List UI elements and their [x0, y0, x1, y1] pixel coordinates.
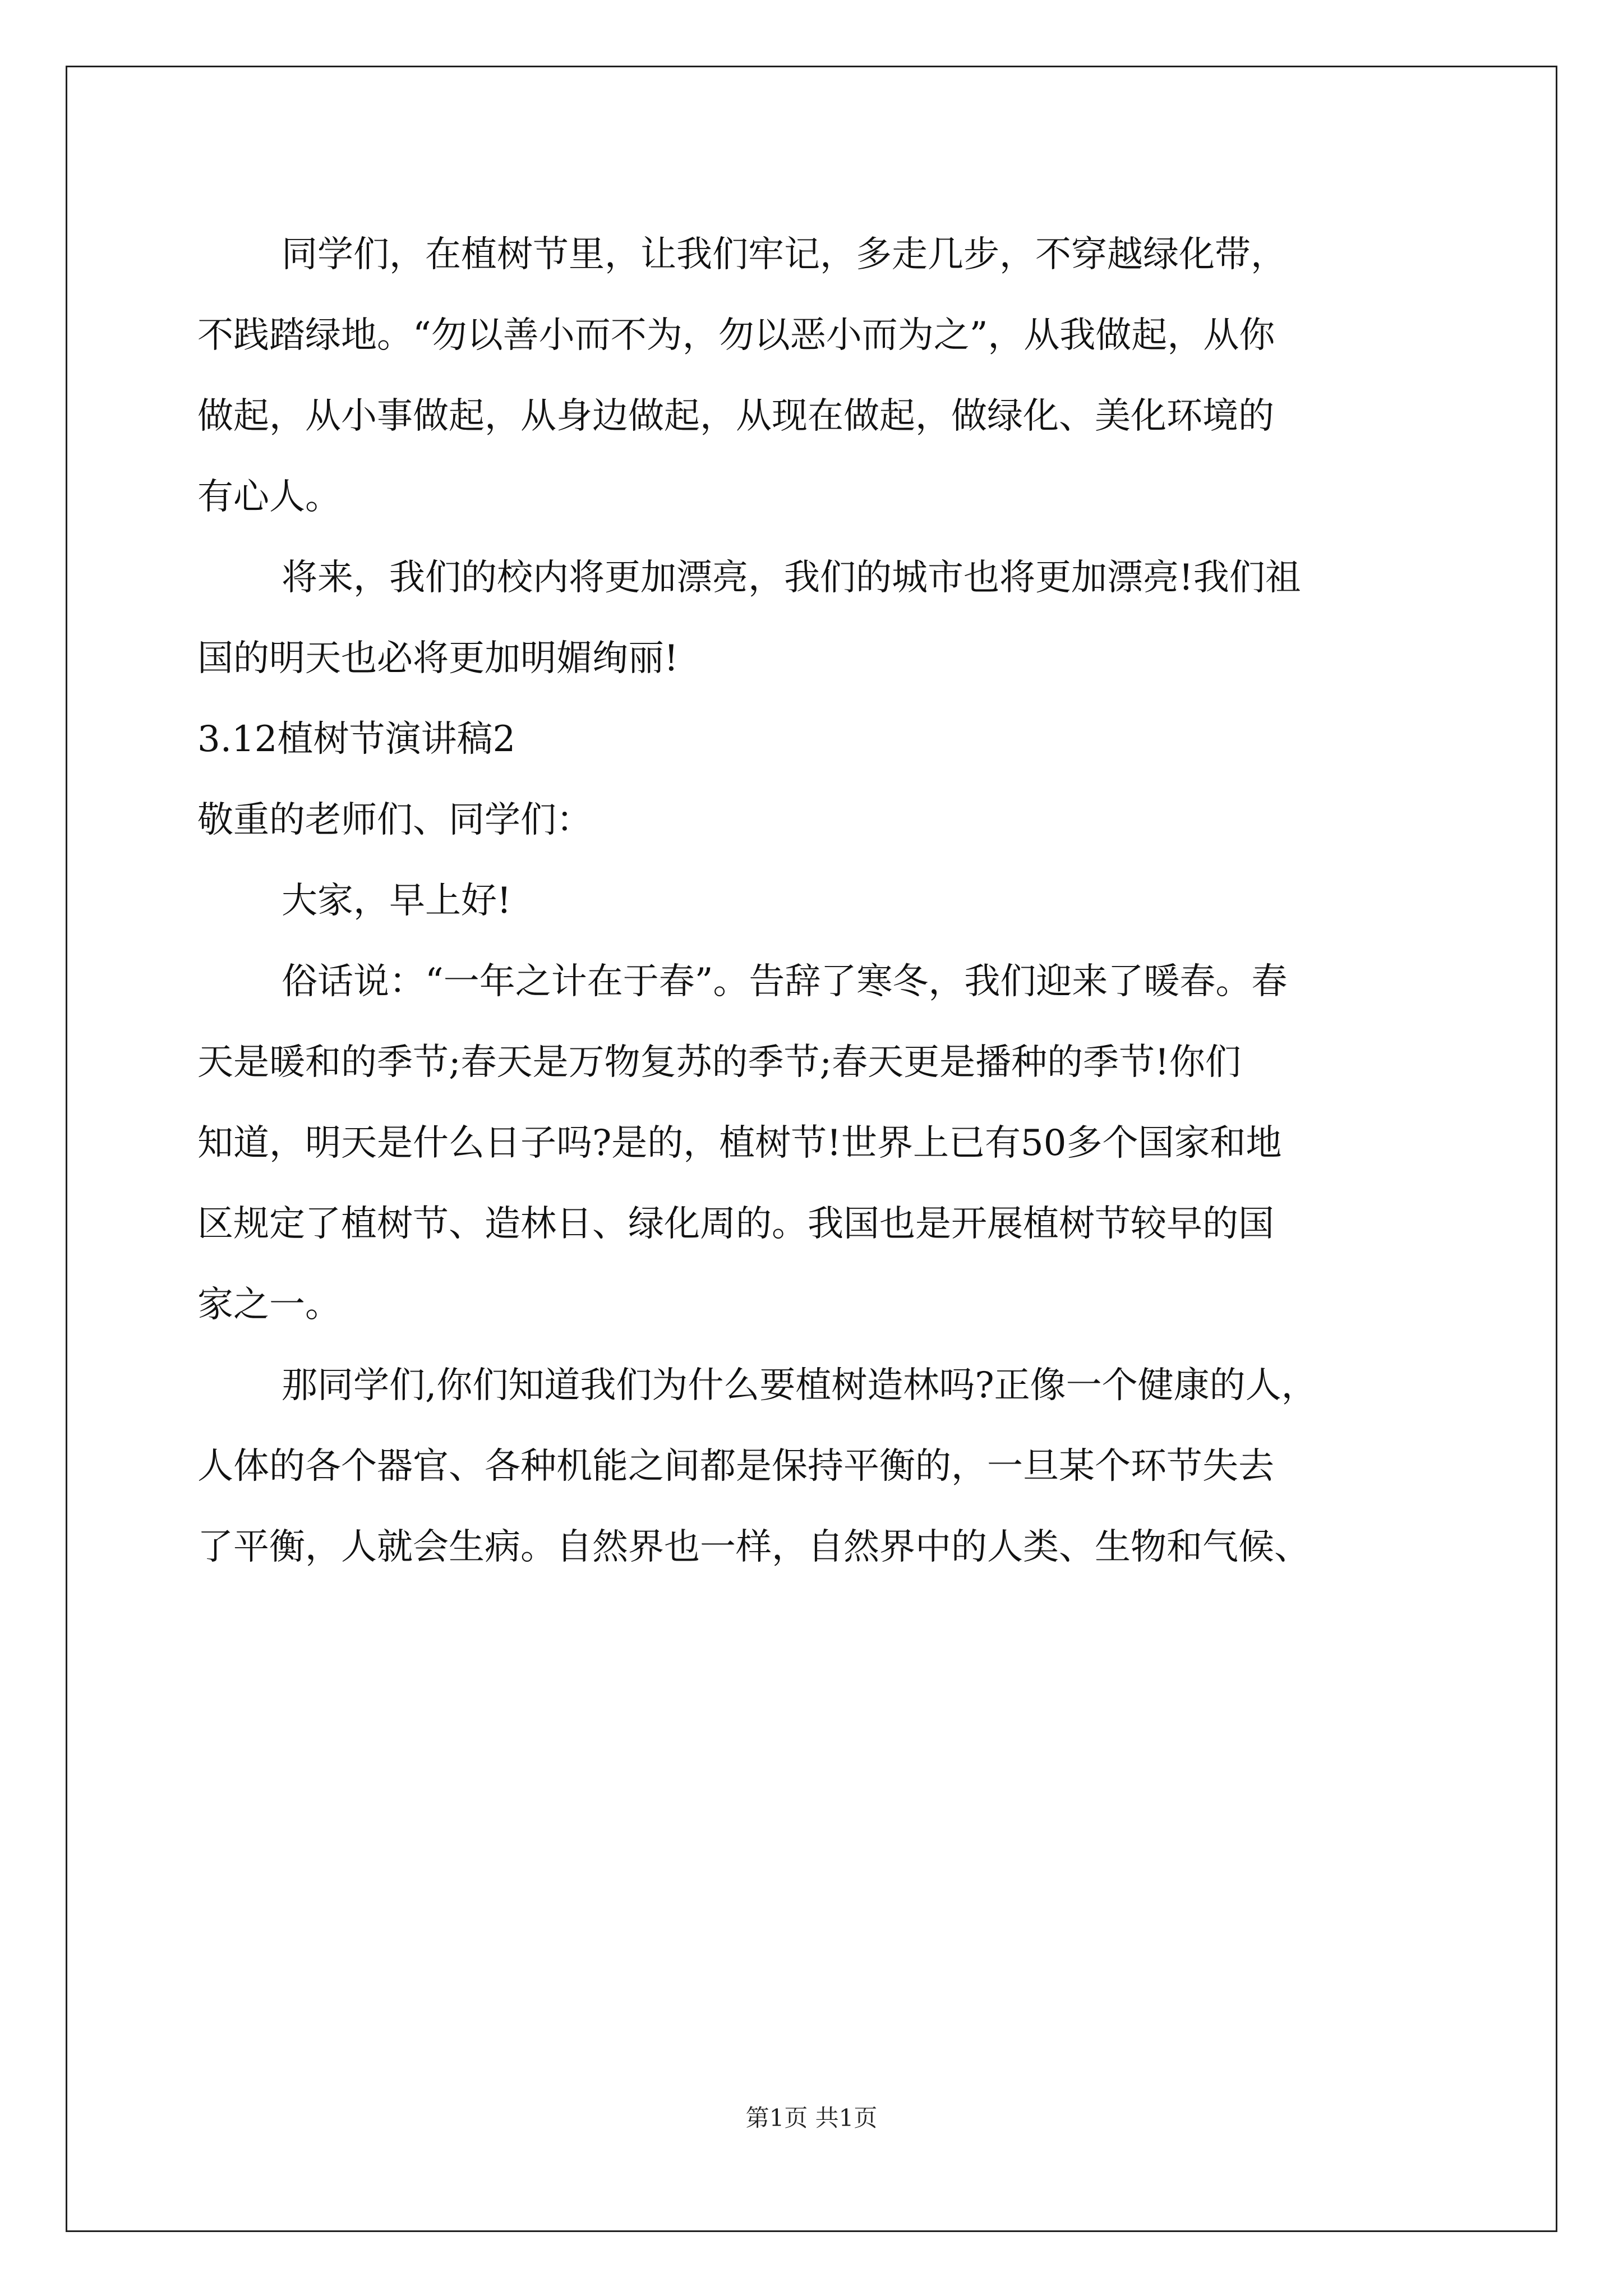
paragraph-line: 做起，从小事做起，从身边做起，从现在做起，做绿化、美化环境的: [197, 395, 1274, 437]
paragraph-line: 将来，我们的校内将更加漂亮，我们的城市也将更加漂亮!我们祖: [282, 557, 1301, 599]
paragraph-line: 国的明天也必将更加明媚绚丽!: [197, 638, 679, 679]
salutation: 敬重的老师们、同学们：: [197, 799, 592, 841]
section-heading: 3.12植树节演讲稿2: [197, 719, 516, 760]
paragraph-line: 家之一。: [197, 1284, 341, 1326]
paragraph-line: 区规定了植树节、造林日、绿化周的。我国也是开展植树节较早的国: [197, 1203, 1274, 1245]
paragraph-line: 了平衡，人就会生病。自然界也一样，自然界中的人类、生物和气候、: [197, 1526, 1310, 1568]
paragraph-line: 那同学们,你们知道我们为什么要植树造林吗?正像一个健康的人，: [282, 1365, 1317, 1406]
greeting: 大家，早上好!: [282, 880, 511, 922]
paragraph-line: 俗话说：“一年之计在于春”。告辞了寒冬，我们迎来了暖春。春: [282, 961, 1288, 1002]
page-footer: 第1页 共1页: [745, 2104, 878, 2132]
paragraph-line: 同学们，在植树节里，让我们牢记，多走几步，不穿越绿化带，: [282, 234, 1287, 275]
paragraph-line: 人体的各个器官、各种机能之间都是保持平衡的，一旦某个环节失去: [197, 1446, 1274, 1487]
document-body: [197, 214, 1431, 1588]
paragraph-line: 知道，明天是什么日子吗?是的，植树节!世界上已有50多个国家和地: [197, 1122, 1282, 1164]
paragraph-line: 天是暖和的季节;春天是万物复苏的季节;春天更是播种的季节!你们: [197, 1042, 1241, 1083]
paragraph-line: 不践踏绿地。“勿以善小而不为，勿以恶小而为之”，从我做起，从你: [197, 315, 1275, 356]
paragraph-line: 有心人。: [197, 476, 341, 518]
